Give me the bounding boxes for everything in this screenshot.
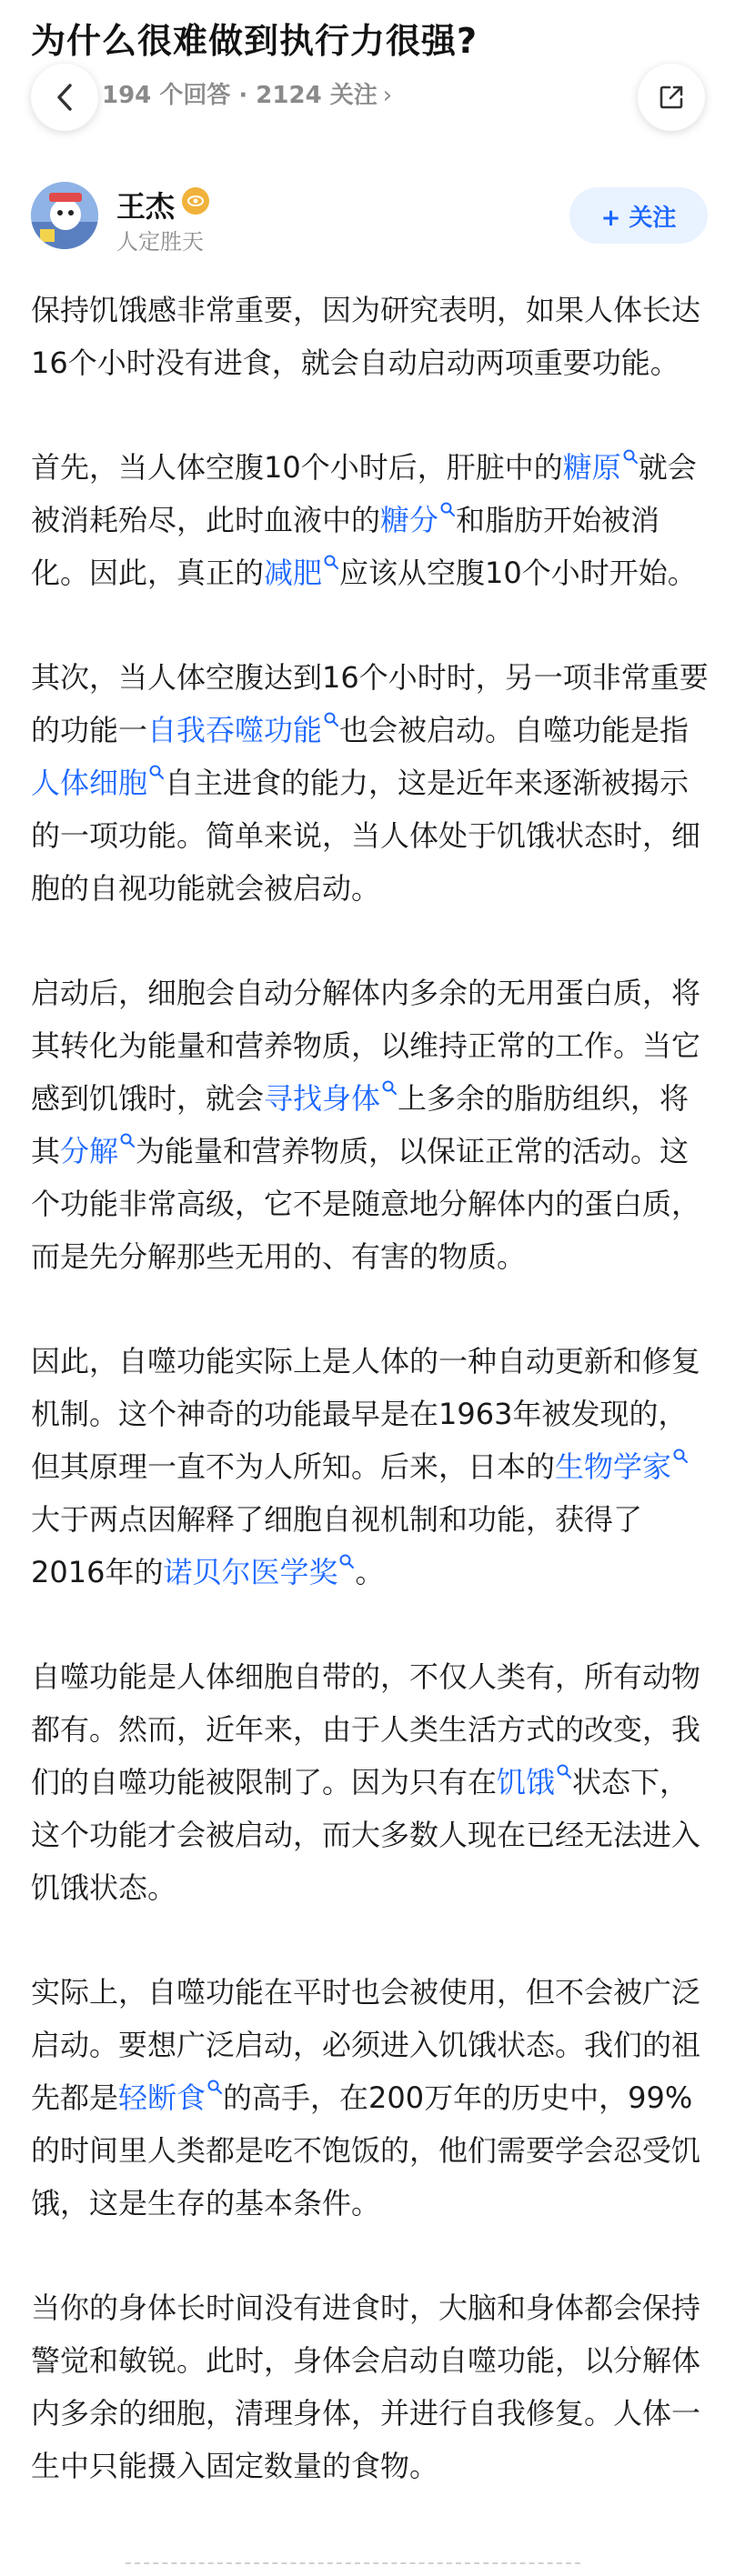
search-icon [148, 764, 165, 780]
keyword-link[interactable]: 人体细胞 [31, 766, 165, 800]
keyword-link[interactable]: 自我吞噬功能 [147, 713, 339, 747]
keyword-link[interactable]: 糖分 [380, 503, 456, 537]
author-bio: 人定胜天 [116, 229, 204, 255]
answer-paragraph: 因此，自噬功能实际上是人体的一种自动更新和修复机制。这个神奇的功能最早是在1963年被发现的，但其原理一直不为人所知。后来，日本的生物学家大于两点因解释了细胞自视机制和功能，获得了2016年的诺贝尔医学奖 。 [31, 1344, 701, 1589]
question-meta: 194 个回答 · 2124 关注 [102, 82, 378, 109]
keyword-link[interactable]: 诺贝尔医学奖 [163, 1555, 355, 1589]
question-meta-link[interactable] [102, 76, 392, 110]
keyword-link[interactable]: 寻找身体 [264, 1081, 398, 1116]
answer-paragraph: 自噬功能是人体细胞自带的，不仅人类有，所有动物都有。然而，近年来，由于人类生活方式的改变，我们的自噬功能被限制了。因为只有在饥饿 状态下，这个功能才会被启动，而大多数人现在已经无法进入饥饿状态。 [31, 1659, 701, 1905]
search-icon [622, 448, 639, 465]
answer-paragraph: 首先，当人体空腹10个小时后，肝脏中的糖原 就会被消耗殆尽，此时血液中的糖分 和脂肪开始被消化。因此，真正的减肥 应该从空腹10个小时开始。 [31, 450, 697, 590]
answer-paragraph: 实际上，自噬功能在平时也会被使用，但不会被广泛启动。要想广泛启动，必须进入饥饿状态。我们的祖先都是轻断食 的高手，在200万年的历史中，99%的时间里人类都是吃不饱饭的，他们需要学会忍受饥饿，这是生存的基本条件。 [31, 1975, 701, 2220]
answer-paragraph: 其次，当人体空腹达到16个小时时，另一项非常重要的功能一自我吞噬功能 也会被启动。自噬功能是指人体细胞 自主进食的能力，这是近年来逐渐被揭示的一项功能。简单来说，当人体处于饥饿状态时，细胞的自视功能就会被启动。 [31, 660, 709, 906]
avatar[interactable] [31, 182, 98, 249]
search-icon [323, 554, 339, 570]
keyword-link[interactable]: 分解 [60, 1134, 136, 1168]
share-icon [658, 84, 685, 111]
avatar-image [31, 182, 98, 249]
answer-paragraph: 保持饥饿感非常重要，因为研究表明，如果人体长达16个小时没有进食，就会自动启动两项重要功能。 [31, 293, 701, 380]
search-icon [338, 1553, 355, 1569]
answer-paragraph: 当你的身体长时间没有进食时，大脑和身体都会保持警觉和敏锐。此时，身体会启动自噬功能，以分解体内多余的细胞，清理身体，并进行自我修复。人体一生中只能摄入固定数量的食物。 [31, 2290, 701, 2483]
back-button[interactable] [31, 64, 98, 131]
share-button[interactable] [638, 64, 705, 131]
search-icon [672, 1448, 689, 1464]
chevron-right-icon: › [382, 82, 393, 109]
keyword-link[interactable]: 轻断食 [118, 2080, 223, 2115]
search-icon [381, 1079, 398, 1096]
keyword-link[interactable]: 糖原 [563, 450, 639, 485]
content-divider [126, 2562, 580, 2564]
chevron-left-icon [54, 82, 76, 113]
author-name[interactable]: 王杰 [116, 189, 176, 224]
search-icon [323, 711, 339, 727]
keyword-link[interactable]: 生物学家 [555, 1449, 689, 1484]
search-icon [206, 2079, 223, 2095]
question-title[interactable]: 为什么很难做到执行力很强? [31, 21, 478, 61]
search-icon [556, 1763, 572, 1779]
eye-badge-icon [182, 187, 209, 215]
search-icon [439, 501, 456, 517]
follow-button[interactable]: + 关注 [569, 187, 708, 244]
keyword-link[interactable]: 饥饿 [497, 1765, 572, 1799]
keyword-link[interactable]: 减肥 [264, 556, 339, 590]
search-icon [119, 1132, 136, 1148]
answer-paragraph: 启动后，细胞会自动分解体内多余的无用蛋白质，将其转化为能量和营养物质，以维持正常的工作。当它感到饥饿时，就会寻找身体 上多余的脂肪组织，将其分解 为能量和营养物质，以保证正常的活动。这个功能非常高级，它不是随意地分解体内的蛋白质，而是先分解那些无用的、有害的物质。 [31, 976, 701, 1274]
answer-content [31, 284, 709, 2492]
